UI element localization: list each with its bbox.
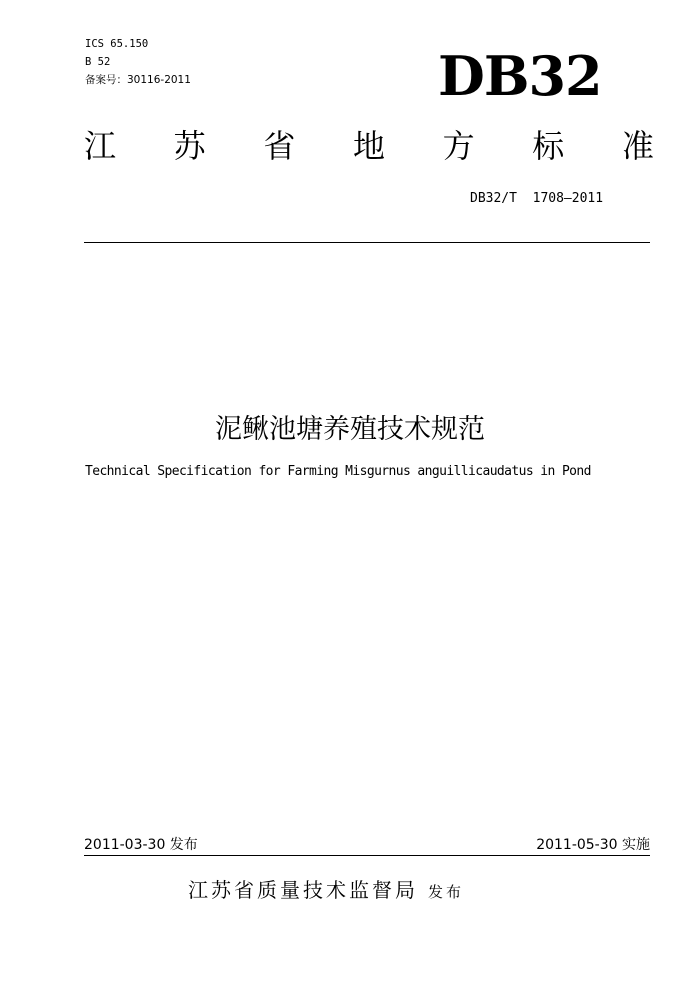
standard-type-char: 苏 <box>173 127 206 165</box>
standard-type-char: 方 <box>442 127 475 165</box>
issuer-line <box>188 875 464 907</box>
standard-type-char: 江 <box>84 127 117 165</box>
standard-type-heading <box>84 124 654 168</box>
title-chinese: 泥鳅池塘养殖技术规范 <box>215 414 485 445</box>
standard-type-char: 标 <box>532 127 565 165</box>
ics-code: ICS 65.150 <box>85 38 149 50</box>
standard-type-char: 准 <box>621 127 654 165</box>
footer-divider <box>84 855 650 856</box>
issuer-suffix: 发布 <box>428 883 465 901</box>
standard-code-logo: DB32 <box>438 44 602 108</box>
implementation-date: 2011-05-30 实施 <box>536 837 650 853</box>
standard-number: DB32/T 1708—2011 <box>470 191 604 206</box>
standard-type-char: 省 <box>263 127 296 165</box>
header-divider <box>84 242 650 243</box>
standard-type-char: 地 <box>352 127 385 165</box>
title-english: Technical Specification for Farming Misgurnus anguillicaudatus in Pond <box>85 464 591 479</box>
classification-code: B 52 <box>85 56 111 68</box>
issuer-name: 江苏省质量技术监督局 <box>188 878 418 902</box>
filing-number: 备案号：30116-2011 <box>85 74 191 86</box>
issue-date: 2011-03-30 发布 <box>84 837 198 853</box>
